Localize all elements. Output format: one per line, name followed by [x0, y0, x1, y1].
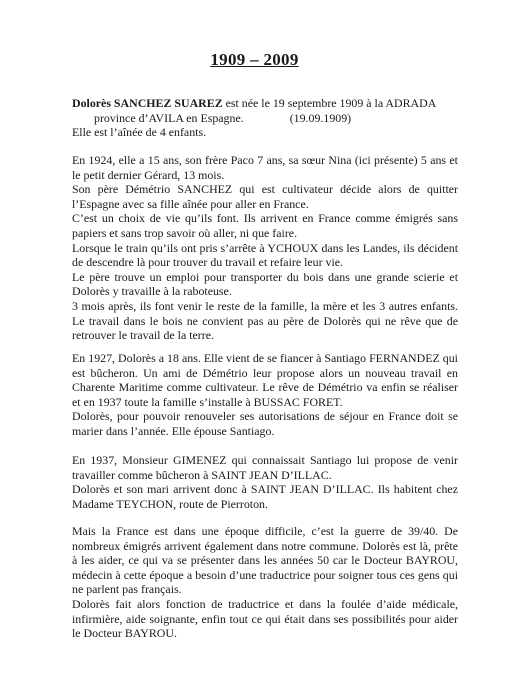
text-line: Dolorès et son mari arrivent donc à SAINT JEAN D’ILLAC. Ils habitent chez	[72, 482, 458, 497]
text-line: En 1937, Monsieur GIMENEZ qui connaissait Santiago lui propose de venir	[72, 453, 458, 467]
text-line: ne parlent pas français.	[72, 582, 182, 597]
text-line: infirmière, aide soignante, enfin tout ce qui était dans ses possibilités pour aider	[72, 611, 458, 626]
text-line: travailler comme bûcheron à SAINT JEAN D’ILLAC.	[72, 467, 332, 482]
text-line: En 1924, elle a 15 ans, son frère Paco 7 ans, sa sœur Nina (ici présente) 5 ans et	[72, 153, 458, 167]
text-line: Charente Maritime comme cultivateur. Le rêve de Démétrio va enfin se réaliser	[72, 380, 458, 395]
text-line: 3 mois après, ils font venir le reste de la famille, la mère et les 3 autres enfants.	[72, 298, 458, 313]
intro-birth-date: (19.09.1909)	[289, 110, 352, 125]
text-line: le Docteur BAYROU.	[72, 626, 177, 641]
text-line: de descendre là pour trouver du travail et refaire leur vie.	[72, 255, 344, 270]
text-line: Dolorès, pour pouvoir renouveler ses autorisations de séjour en France doit se	[72, 409, 458, 424]
text-line: et en 1937 toute la famille s’installe à BUSSAC FORET.	[72, 394, 343, 409]
text-line: l’Espagne avec sa fille aînée pour aller en France.	[72, 196, 309, 211]
page-title: 1909 – 2009	[210, 50, 299, 69]
text-line: le petit dernier Gérard, 13 mois.	[72, 167, 225, 182]
text-line: à les aider, ce qui va se présenter dans les années 50 car le Docteur BAYROU,	[72, 553, 458, 568]
paragraph-1	[72, 153, 458, 343]
text-line: nombreux émigrés arrivent également dans notre commune. Dolorès est là, prête	[72, 538, 458, 553]
text-line: Son père Démétrio SANCHEZ qui est cultivateur décide alors de quitter	[72, 182, 458, 197]
intro-line-3: Elle est l’aînée de 4 enfants.	[72, 125, 207, 140]
person-name: Dolorès SANCHEZ SUAREZ	[72, 96, 223, 110]
paragraph-2	[72, 351, 458, 439]
text-line: Madame TEYCHON, route de Pierroton.	[72, 496, 268, 511]
text-line: Lorsque le train qu’ils ont pris s’arrête à YCHOUX dans les Landes, ils décident	[72, 240, 458, 255]
text-line: est bûcheron. Un ami de Démétrio leur propose alors un nouveau travail en	[72, 365, 458, 380]
text-line: En 1927, Dolorès a 18 ans. Elle vient de se fiancer à Santiago FERNANDEZ qui	[72, 351, 458, 365]
text-line: marier dans l’année. Elle épouse Santiago.	[72, 423, 275, 438]
paragraph-4	[72, 524, 458, 641]
text-line: Mais la France est dans une époque difficile, c’est la guerre de 39/40. De	[72, 524, 458, 538]
text-line: Dolorès y travaille à la raboteuse.	[72, 284, 232, 299]
intro-line-2	[72, 111, 458, 126]
text-line: Le père trouve un emploi pour transporter du bois dans une grande scierie et	[72, 269, 458, 284]
text-line: papiers et sans trop savoir où aller, ni que faire.	[72, 225, 298, 240]
paragraph-3	[72, 453, 458, 511]
text-line: retrouver le travail de la terre.	[72, 328, 214, 343]
text-line: Dolorès fait alors fonction de traductrice et dans la foulée d’aide médicale,	[72, 596, 458, 611]
intro-line-2-text: province d’AVILA en Espagne.	[94, 110, 244, 125]
text-line: C’est un choix de vie qu’ils font. Ils arrivent en France comme émigrés sans	[72, 211, 458, 226]
intro-line-1	[72, 96, 458, 111]
text-line: médecin à cette époque a besoin d’une traductrice pour soigner tous ces gens qui	[72, 567, 458, 582]
intro-line-1-text: est née le 19 septembre 1909 à la ADRADA	[225, 96, 437, 110]
text-line: Le travail dans le bois ne convient pas au père de Dolorès qui ne rêve que de	[72, 313, 458, 328]
intro-paragraph	[72, 96, 458, 140]
